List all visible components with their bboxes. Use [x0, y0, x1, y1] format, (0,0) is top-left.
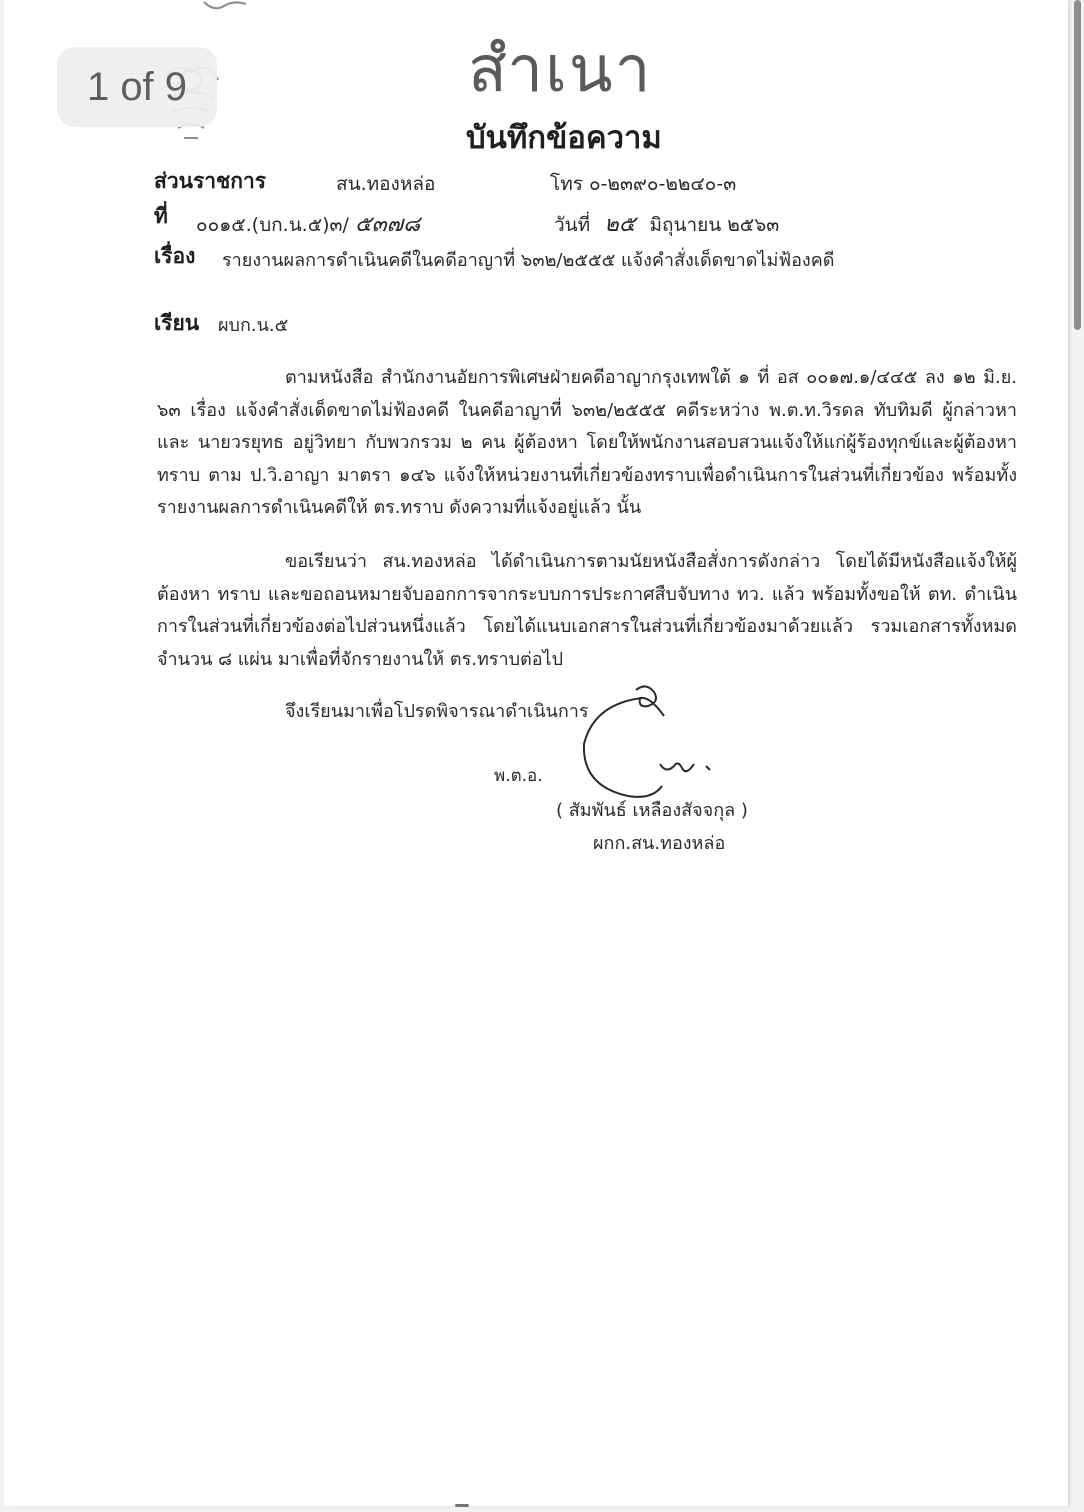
agency-value: สน.ทองหล่อ	[336, 173, 436, 195]
subject-label: เรื่อง	[154, 244, 196, 268]
body-paragraph-2	[157, 546, 1017, 676]
body-paragraph-1	[157, 362, 1017, 525]
agency-row	[154, 165, 266, 198]
signer-name: ( สัมพันธ์ เหลืองสัจจกุล )	[556, 800, 748, 821]
copy-stamp: สำเนา	[468, 33, 653, 107]
to-value: ผบก.น.๕	[218, 315, 289, 336]
page-counter-badge: 1 of 9	[57, 47, 217, 127]
subject-label-row	[154, 240, 195, 273]
ref-label: ที่	[154, 204, 168, 228]
ref-handwritten-number: ๕๓๗๘	[354, 212, 421, 237]
to-label: เรียน	[154, 311, 200, 335]
ref-value: ๐๐๑๕.(บก.น.๕)๓/	[196, 214, 349, 236]
emblem-fragment-icon	[202, 0, 248, 14]
date-label: วันที่	[554, 214, 591, 236]
phone-label: โทร	[550, 173, 583, 195]
date-value: มิถุนายน ๒๕๖๓	[649, 214, 780, 236]
date-day-handwritten: ๒๕	[604, 212, 636, 237]
ref-row	[154, 200, 168, 233]
subject-value: รายงานผลการดำเนินคดีในคดีอาญาที่ ๖๓๒/๒๕๕๕ แจ้งคำสั่งเด็ดขาดไม่ฟ้องคดี	[222, 250, 835, 271]
signer-rank: พ.ต.อ.	[494, 766, 543, 786]
date-row	[554, 206, 779, 241]
agency-label: ส่วนราชการ	[154, 169, 267, 193]
document-page	[4, 0, 1069, 1506]
handwritten-signature-icon	[574, 682, 744, 802]
ref-value-row	[196, 206, 420, 241]
closing-line: จึงเรียนมาเพื่อโปรดพิจารณาดำเนินการ	[285, 701, 589, 722]
page-edge-mark	[455, 1504, 469, 1507]
memo-title: บันทึกข้อความ	[466, 120, 662, 156]
to-label-row	[154, 307, 199, 340]
paragraph-1-text: ตามหนังสือ สำนักงานอัยการพิเศษฝ่ายคดีอาญากรุงเทพใต้ ๑ ที่ อส ๐๐๑๗.๑/๔๔๕ ลง ๑๒ มิ.ย. ๖๓ เรื่อง แจ้งคำสั่งเด็ดขาดไม่ฟ้องคดี ในคดีอาญาที่ ๖๓๒/๒๕๕๕ คดีระหว่าง พ.ต.ท.วิรดล ทับทิมดี ผู้กล่าวหา และ นายวรยุทธ อยู่วิทยา กับพวกรวม ๒ คน ผู้ต้องหา โดยให้พนักงานสอบสวนแจ้งให้แก่ผู้ร้องทุกข์และผู้ต้องหา ทราบ ตาม ป.วิ.อาญา มาตรา ๑๔๖ แจ้งให้หน่วยงานที่เกี่ยวข้องทราบเพื่อดำเนินการในส่วนที่เกี่ยวข้อง พร้อมทั้งรายงานผลการดำเนินคดีให้ ตร.ทราบ ดังความที่แจ้งอยู่แล้ว นั้น	[157, 367, 1017, 518]
phone-row	[550, 169, 736, 199]
paragraph-2-text: ขอเรียนว่า สน.ทองหล่อ ได้ดำเนินการตามนัยหนังสือสั่งการดังกล่าว โดยได้มีหนังสือแจ้งให้ผู้ต้องหา ทราบ และขอถอนหมายจับออกการจากระบบการประกาศสืบจับทาง ทว. แล้ว พร้อมทั้งขอให้ ตท. ดำเนินการในส่วนที่เกี่ยวข้องต่อไปส่วนหนึ่งแล้ว โดยได้แนบเอกสารในส่วนที่เกี่ยวข้องมาด้วยแล้ว รวมเอกสารทั้งหมด จำนวน ๘ แผ่น มาเพื่อที่จักรายงานให้ ตร.ทราบต่อไป	[157, 551, 1017, 670]
signer-position: ผกก.สน.ทองหล่อ	[593, 833, 726, 854]
scrollbar-thumb[interactable]	[1074, 0, 1081, 330]
phone-value: ๐-๒๓๙๐-๒๒๔๐-๓	[588, 173, 737, 195]
